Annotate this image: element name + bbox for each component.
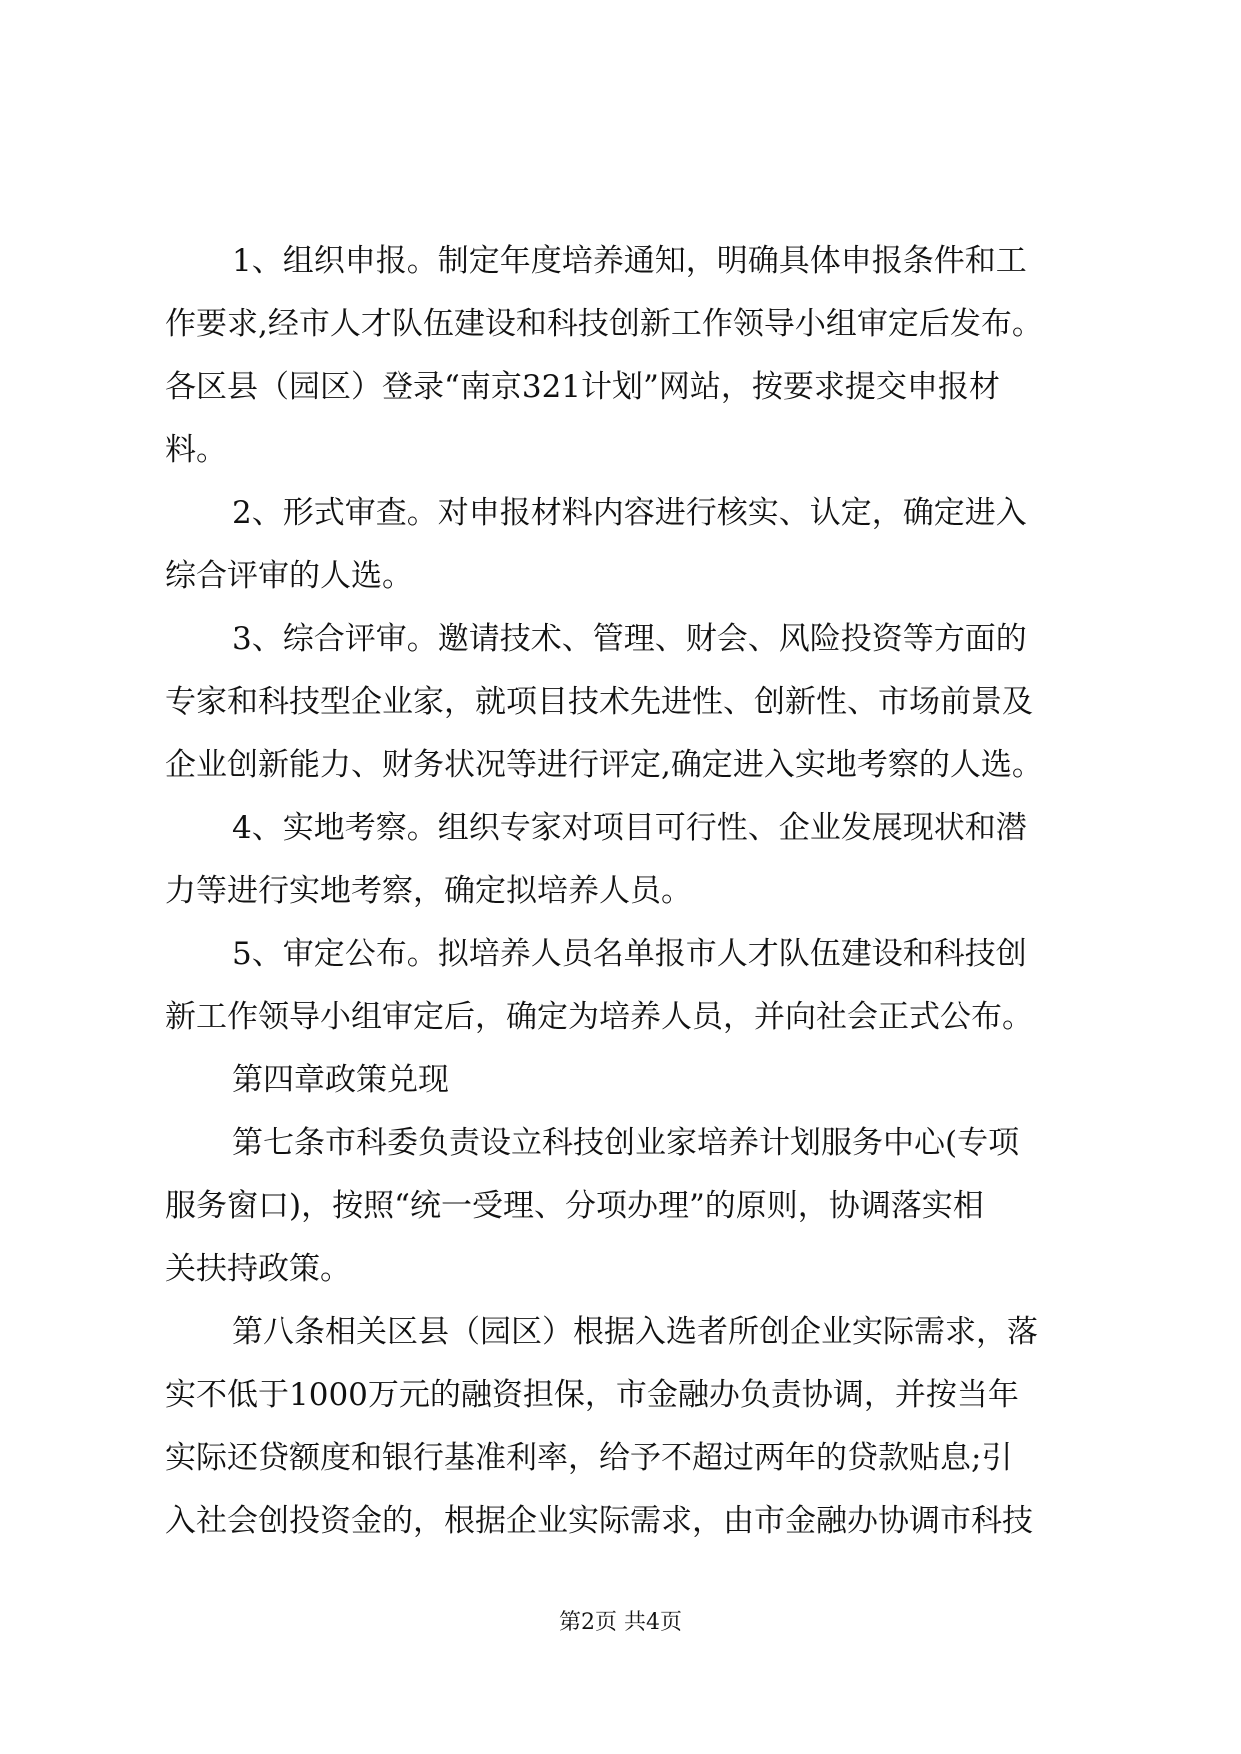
text-line: 5、审定公布。拟培养人员名单报市人才队伍建设和科技创 [232, 936, 1027, 972]
text-line: 2、形式审查。对申报材料内容进行核实、认定，确定进入 [232, 495, 1027, 531]
text-line: 实际还贷额度和银行基准利率，给予不超过两年的贷款贴息;引 [165, 1440, 1013, 1476]
text-line: 关扶持政策。 [165, 1251, 351, 1287]
text-line: 第八条相关区县（园区）根据入选者所创企业实际需求，落 [232, 1314, 1038, 1350]
text-line: 3、综合评审。邀请技术、管理、财会、风险投资等方面的 [232, 621, 1027, 657]
text-line: 料。 [165, 432, 227, 468]
text-line: 1、组织申报。制定年度培养通知，明确具体申报条件和工 [232, 243, 1027, 279]
text-line: 第四章政策兑现 [232, 1062, 449, 1098]
text-line: 力等进行实地考察，确定拟培养人员。 [165, 873, 692, 909]
text-line: 作要求,经市人才队伍建设和科技创新工作领导小组审定后发布。 [165, 306, 1043, 342]
text-line: 第七条市科委负责设立科技创业家培养计划服务中心(专项 [232, 1125, 1020, 1161]
text-line: 综合评审的人选。 [165, 558, 413, 594]
text-line: 4、实地考察。组织专家对项目可行性、企业发展现状和潜 [232, 810, 1027, 846]
text-line: 专家和科技型企业家，就项目技术先进性、创新性、市场前景及 [165, 684, 1033, 720]
document-body [165, 230, 1085, 1553]
text-line: 企业创新能力、财务状况等进行评定,确定进入实地考察的人选。 [165, 747, 1043, 783]
text-line: 入社会创投资金的，根据企业实际需求，由市金融办协调市科技 [165, 1503, 1033, 1539]
text-line: 服务窗口)，按照“统一受理、分项办理”的原则，协调落实相 [165, 1188, 984, 1224]
text-line: 各区县（园区）登录“南京321计划”网站，按要求提交申报材 [165, 369, 1000, 405]
text-line: 新工作领导小组审定后，确定为培养人员，并向社会正式公布。 [165, 999, 1033, 1035]
page-footer: 第2页 共4页 [559, 1610, 682, 1635]
text-line: 实不低于1000万元的融资担保，市金融办负责协调，并按当年 [165, 1377, 1019, 1413]
